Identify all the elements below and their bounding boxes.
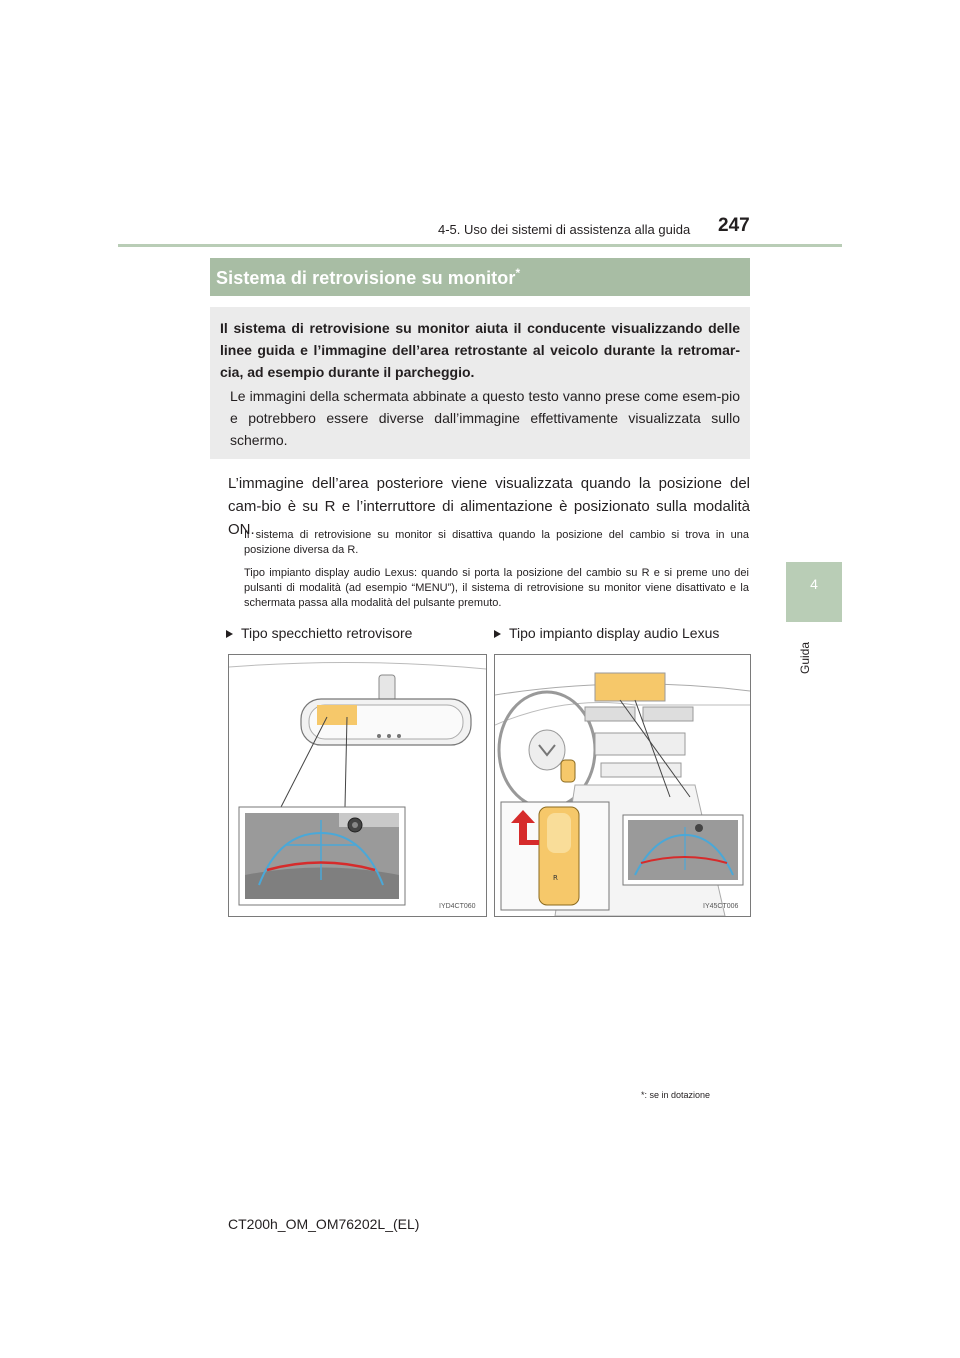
dashboard-illustration [495, 655, 750, 916]
triangle-bullet-icon [494, 630, 501, 638]
chapter-tab [786, 562, 842, 622]
footnote-star: * [641, 1090, 645, 1100]
svg-text:R: R [553, 874, 558, 882]
intro-note: Le immagini della schermata abbinate a questo testo vanno prese come esem-pio e potrebbero essere diverse dall’immagine effettivamente visualizzata sullo schermo. [230, 388, 740, 448]
header-section-title: 4-5. Uso dei sistemi di assistenza alla guida [438, 222, 691, 237]
footnote-text: : se in dotazione [644, 1090, 711, 1100]
page-number: 247 [718, 215, 750, 236]
chapter-label: Guida [798, 641, 812, 674]
body-note-1: Il sistema di retrovisione su monitor si disattiva quando la posizione del cambio si trova in una posizione diversa da R. [244, 529, 749, 556]
footnote [641, 1090, 710, 1100]
display-highlight [595, 673, 665, 701]
mirror-type-figure [228, 654, 487, 917]
figure-code: IY45CT006 [703, 903, 739, 910]
display-audio-figure [494, 654, 751, 917]
document-code: CT200h_OM_OM76202L_(EL) [228, 1216, 420, 1232]
body-note-2: Tipo impianto display audio Lexus: quando si porta la posizione del cambio su R e si preme uno dei pulsanti di modalità (ad esempio “MENU”), il sistema di retrovisione su monitor viene disattivato e la schermata passa alla modalità del pulsante premuto. [244, 567, 749, 609]
triangle-bullet-icon [226, 630, 233, 638]
figure-code: IYD4CT060 [439, 903, 476, 910]
body-paragraph: L’immagine dell’area posteriore viene visualizzata quando la posizione del cam-bio è su R e l’interruttore di alimentazione è posizionato sulla modalità ON. [228, 475, 750, 538]
chapter-number: 4 [810, 576, 818, 592]
caption-mirror-type: Tipo specchietto retrovisore [226, 625, 412, 641]
mirror-monitor-highlight [317, 705, 357, 725]
optional-equipment-star: * [515, 266, 521, 280]
caption-display-audio-type: Tipo impianto display audio Lexus [494, 625, 719, 641]
header-rule [118, 244, 842, 247]
intro-bold-text: Il sistema di retrovisione su monitor aiuta il conducente visualizzando delle linee guida e l’immagine dell’area retrostante al veicolo durante la retromar-cia, ad esempio durante il parcheggio. [220, 320, 740, 380]
section-title [216, 266, 520, 289]
section-title-text: Sistema di retrovisione su monitor [216, 268, 516, 288]
mirror-illustration [229, 655, 486, 916]
